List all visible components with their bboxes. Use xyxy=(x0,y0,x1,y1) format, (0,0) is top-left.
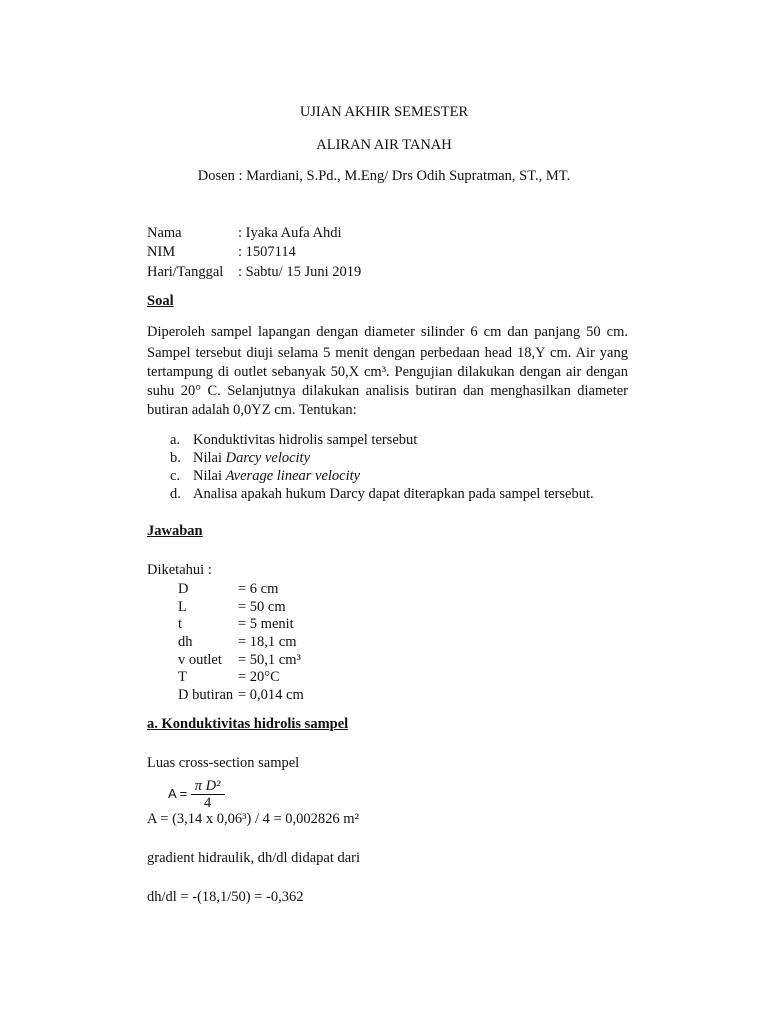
info-value-nim: : 1507114 xyxy=(238,244,296,260)
given-value-d: = 6 cm xyxy=(238,581,279,597)
info-label-nim: NIM xyxy=(147,244,176,260)
given-name-l: L xyxy=(178,599,187,615)
list-item-d: Analisa apakah hukum Darcy dapat diterapkan pada sampel tersebut. xyxy=(193,486,594,502)
given-value-d-butiran: = 0,014 cm xyxy=(238,687,304,703)
formula-fraction xyxy=(191,778,225,811)
list-item-a: Konduktivitas hidrolis sampel tersebut xyxy=(193,432,418,448)
area-formula xyxy=(168,778,225,811)
info-value-nama: : Iyaka Aufa Ahdi xyxy=(238,225,342,241)
given-name-t: t xyxy=(178,616,183,632)
exam-title: UJIAN AKHIR SEMESTER xyxy=(299,104,469,120)
soal-heading: Soal xyxy=(147,293,174,309)
list-item-b: Nilai Darcy velocity xyxy=(193,450,311,466)
list-marker-c: c. xyxy=(170,468,181,484)
info-value-date: : Sabtu/ 15 Juni 2019 xyxy=(238,264,362,280)
list-marker-b: b. xyxy=(170,450,181,466)
given-value-l: = 50 cm xyxy=(238,599,286,615)
given-name-dh: dh xyxy=(178,634,193,650)
soal-paragraph-line-2: Sampel tersebut diuji selama 5 menit dengan perbedaan head 18,Y cm. Air yang xyxy=(147,345,628,361)
given-value-temperature: = 20°C xyxy=(238,669,280,685)
list-item-c: Nilai Average linear velocity xyxy=(193,468,361,484)
formula-lhs: A = xyxy=(168,786,188,801)
given-name-v-outlet: v outlet xyxy=(178,652,222,668)
soal-paragraph-line-4: suhu 20° C. Selanjutnya dilakukan analisis butiran dan menghasilkan diameter xyxy=(147,383,628,399)
soal-paragraph-line-5: butiran adalah 0,0YZ cm. Tentukan: xyxy=(147,402,357,418)
lecturer-line: Dosen : Mardiani, S.Pd., M.Eng/ Drs Odih Supratman, ST., MT. xyxy=(197,168,571,184)
given-name-d: D xyxy=(178,581,189,597)
gradient-calculation: dh/dl = -(18,1/50) = -0,362 xyxy=(147,889,304,905)
given-label: Diketahui : xyxy=(147,562,212,578)
soal-paragraph-line-3: tertampung di outlet sebanyak 50,X cm³. Pengujian dilakukan dengan air dengan xyxy=(147,364,628,380)
given-name-temperature: T xyxy=(178,669,187,685)
info-label-date: Hari/Tanggal xyxy=(147,264,224,280)
formula-numerator: π D² xyxy=(191,778,225,795)
soal-paragraph-line-1: Diperoleh sampel lapangan dengan diameter silinder 6 cm dan panjang 50 cm. xyxy=(147,324,628,340)
formula-denominator: 4 xyxy=(204,795,212,812)
area-label: Luas cross-section sampel xyxy=(147,755,300,771)
area-calculation: A = (3,14 x 0,06³) / 4 = 0,002826 m² xyxy=(147,811,359,827)
list-marker-d: d. xyxy=(170,486,181,502)
given-value-v-outlet: = 50,1 cm³ xyxy=(238,652,301,668)
given-name-d-butiran: D butiran xyxy=(178,687,234,703)
info-label-nama: Nama xyxy=(147,225,182,241)
given-value-t: = 5 menit xyxy=(238,616,294,632)
section-a-heading: a. Konduktivitas hidrolis sampel xyxy=(147,716,349,732)
list-marker-a: a. xyxy=(170,432,181,448)
gradient-label: gradient hidraulik, dh/dl didapat dari xyxy=(147,850,361,866)
given-value-dh: = 18,1 cm xyxy=(238,634,297,650)
jawaban-heading: Jawaban xyxy=(147,523,203,539)
course-title: ALIRAN AIR TANAH xyxy=(316,137,452,153)
